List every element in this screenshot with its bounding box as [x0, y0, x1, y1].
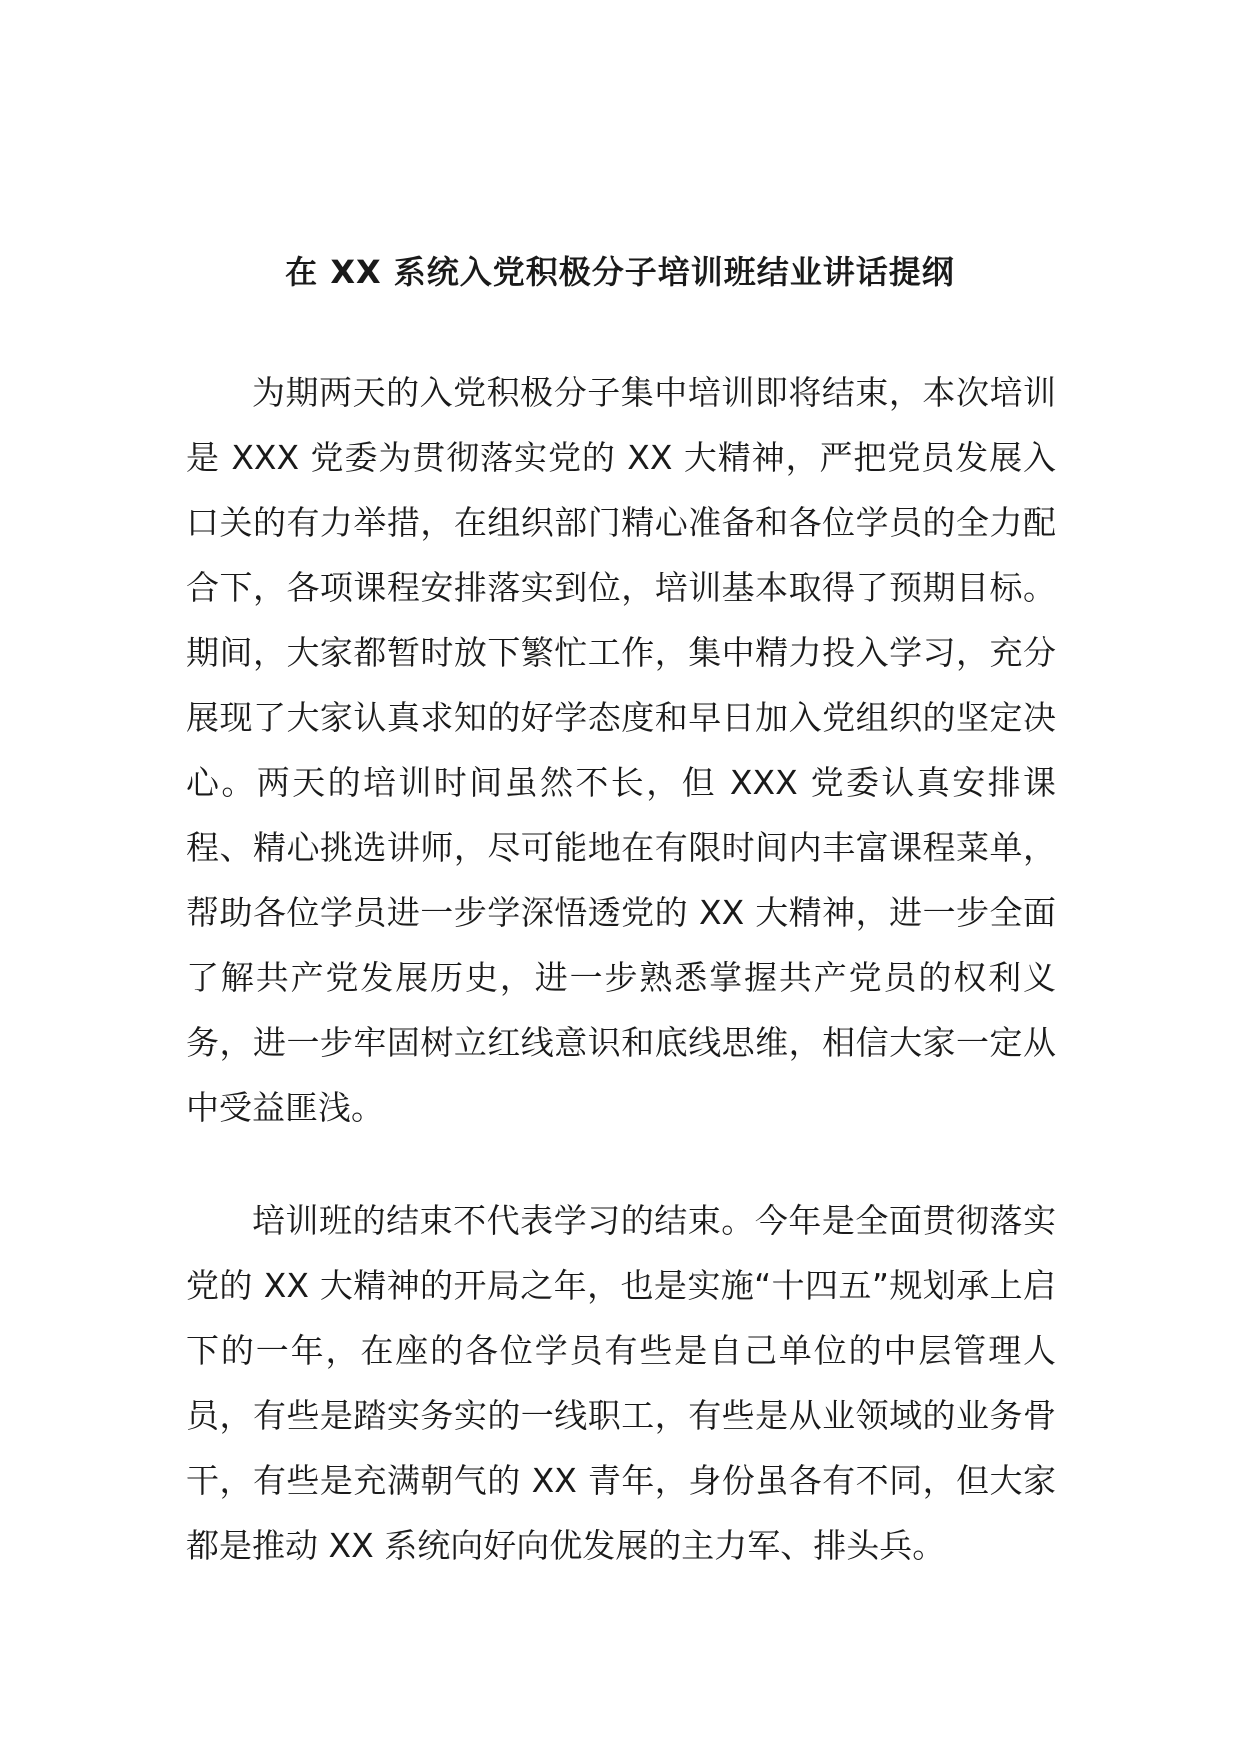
document-title: 在 XX 系统入党积极分子培训班结业讲话提纲: [285, 253, 955, 291]
paragraph-1: 为期两天的入党积极分子集中培训即将结束，本次培训是 XXX 党委为贯彻落实党的 XX 大精神，严把党员发展入口关的有力举措，在组织部门精心准备和各位学员的全力配合下，各项课程安排落实到位，培训基本取得了预期目标。期间，大家都暂时放下繁忙工作，集中精力投入学习，充分展现了大家认真求知的好学态度和早日加入党组织的坚定决心。两天的培训时间虽然不长，但 XXX 党委认真安排课程、精心挑选讲师，尽可能地在有限时间内丰富课程菜单，帮助各位学员进一步学深悟透党的 XX 大精神，进一步全面了解共产党发展历史，进一步熟悉掌握共产党员的权利义务，进一步牢固树立红线意识和底线思维，相信大家一定从中受益匪浅。: [186, 373, 1056, 1127]
paragraph-2: 培训班的结束不代表学习的结束。今年是全面贯彻落实党的 XX 大精神的开局之年，也是实施“十四五”规划承上启下的一年，在座的各位学员有些是自己单位的中层管理人员，有些是踏实务实的一线职工，有些是从业领域的业务骨干，有些是充满朝气的 XX 青年，身份虽各有不同，但大家都是推动 XX 系统向好向优发展的主力军、排头兵。: [186, 1201, 1056, 1565]
